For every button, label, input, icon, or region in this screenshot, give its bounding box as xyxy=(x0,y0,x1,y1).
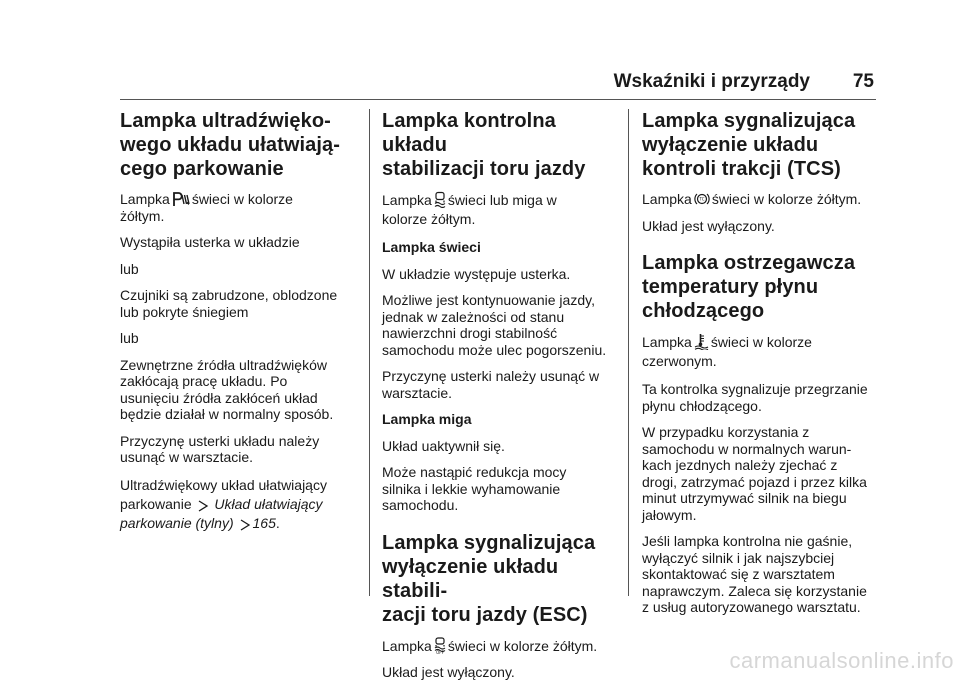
svg-text:TC: TC xyxy=(699,196,705,202)
text: żółtym. xyxy=(120,207,165,224)
subheading: Lampka miga xyxy=(382,411,472,427)
text: lub pokryte śniegiem xyxy=(120,303,249,320)
text: z usług autoryzowanego warsztatu. xyxy=(642,599,861,615)
heading-line: Lampka ultradźwięko- xyxy=(120,110,331,132)
text: silnika i lekkie wyhamowanie xyxy=(382,480,561,497)
heading-line: wyłączenie układu xyxy=(642,134,819,156)
heading-line: temperatury płynu xyxy=(642,276,819,298)
column-3 xyxy=(642,109,874,626)
text: Może nastąpić redukcja mocy xyxy=(382,464,567,480)
paragraph xyxy=(382,368,614,401)
paragraph xyxy=(120,191,352,224)
text: kolorze żółtym. xyxy=(382,211,476,227)
column-1 xyxy=(120,109,352,543)
text: zakłócają pracę układu. Po xyxy=(120,373,288,389)
text: naprawczym. Zaleca się korzystanie xyxy=(642,582,867,599)
text: . xyxy=(275,514,280,531)
paragraph xyxy=(642,533,874,616)
paragraph: Układ jest wyłączony. xyxy=(382,664,515,680)
text: Przyczynę usterki układu należy xyxy=(120,432,320,449)
coolant-temperature-icon xyxy=(694,333,709,350)
text: Lampka xyxy=(642,191,692,207)
text: warsztacie. xyxy=(382,384,453,401)
page-reference-link[interactable]: 165 xyxy=(252,514,276,531)
paragraph xyxy=(120,476,352,533)
text: Lampka xyxy=(382,637,432,654)
text: Zewnętrzne źródła ultradźwięków xyxy=(120,356,327,373)
stability-control-icon xyxy=(434,191,446,208)
heading-line: chłodzącego xyxy=(642,300,765,322)
text: świeci lub miga w xyxy=(447,192,557,208)
text: Możliwe jest kontynuowanie jazdy, xyxy=(382,292,595,308)
text: jałowym. xyxy=(642,506,697,523)
page-number: 75 xyxy=(852,71,874,92)
text: wyłączyć silnik i jak najszybciej xyxy=(642,549,835,566)
paragraph xyxy=(382,191,614,229)
text: nawierzchni drogi stabilność xyxy=(382,325,558,341)
text: czerwonym. xyxy=(642,353,717,369)
text: Czujniki są zabrudzone, oblodzone xyxy=(120,287,338,303)
esc-off-icon xyxy=(434,637,446,654)
tcs-off-icon xyxy=(694,191,710,207)
text: Jeśli lampka kontrolna nie gaśnie, xyxy=(642,533,853,549)
text: minut utrzymywać silnik na biegu xyxy=(642,490,847,506)
heading-line: Lampka sygnalizująca xyxy=(382,531,596,554)
paragraph xyxy=(382,637,614,655)
text: drogi, zatrzymać pojazd i przez kilka xyxy=(642,473,867,490)
heading-line: Lampka ostrzegawcza xyxy=(642,252,856,274)
text: Ta kontrolka sygnalizuje przegrzanie xyxy=(642,381,868,397)
paragraph: Układ uaktywnił się. xyxy=(382,437,505,454)
paragraph: lub xyxy=(120,260,139,277)
paragraph xyxy=(382,464,614,514)
text: świeci w kolorze xyxy=(710,334,812,350)
heading-line: zacji toru jazdy (ESC) xyxy=(382,603,588,626)
text: Lampka xyxy=(120,191,170,207)
text: Lampka xyxy=(642,334,692,350)
reference-arrow-icon xyxy=(198,500,209,512)
paragraph xyxy=(642,191,874,208)
heading-line: Lampka sygnalizująca xyxy=(642,110,856,132)
text: świeci w kolorze xyxy=(191,191,293,207)
column-divider-2 xyxy=(628,109,629,596)
heading-line: kontroli trakcji (TCS) xyxy=(642,158,841,180)
header-title: Wskaźniki i przyrządy xyxy=(613,71,810,92)
paragraph: Układ jest wyłączony. xyxy=(642,217,775,234)
text: płynu chłodzącego. xyxy=(642,397,762,414)
heading-line: stabilizacji toru jazdy xyxy=(382,158,586,180)
cross-reference-link[interactable]: Układ ułatwiający xyxy=(214,495,323,512)
text: parkowanie xyxy=(120,495,192,512)
cross-reference-link[interactable]: parkowanie (tylny) xyxy=(120,514,234,531)
watermark: carmanualsonline.info xyxy=(729,648,954,673)
text: świeci w kolorze żółtym. xyxy=(711,191,862,207)
park-assist-icon xyxy=(172,191,190,207)
text: Przyczynę usterki należy usunąć w xyxy=(382,368,600,384)
paragraph xyxy=(120,357,352,423)
svg-text:OFF: OFF xyxy=(435,649,444,654)
paragraph: Wystąpiła usterka w układzie xyxy=(120,234,300,250)
text: jednak w zależności od stanu xyxy=(382,308,565,325)
column-divider-1 xyxy=(369,109,370,596)
paragraph: lub xyxy=(120,330,139,346)
subheading: Lampka świeci xyxy=(382,239,481,255)
heading-line: Lampka kontrolna układu xyxy=(382,110,556,156)
paragraph xyxy=(120,433,352,466)
reference-arrow-icon xyxy=(240,519,251,531)
section-heading-stability xyxy=(382,109,614,181)
column-2 xyxy=(382,109,614,691)
section-heading-tcs-off xyxy=(642,109,874,181)
text: samochodu. xyxy=(382,497,459,513)
text: świeci w kolorze żółtym. xyxy=(447,637,598,654)
text: samochodu w normalnych warun- xyxy=(642,440,852,457)
text: Ultradźwiękowy układ ułatwiający xyxy=(120,476,327,493)
paragraph xyxy=(642,333,874,371)
text: W przypadku korzystania z xyxy=(642,424,810,440)
text: samochodu może ulec pogorszeniu. xyxy=(382,341,607,358)
section-heading-park-assist xyxy=(120,109,352,181)
heading-line: wyłączenie układu stabili- xyxy=(382,555,559,602)
paragraph xyxy=(382,292,614,358)
text: skontaktować się z warsztatem xyxy=(642,566,835,582)
paragraph xyxy=(642,424,874,523)
text: usunąć w warsztacie. xyxy=(120,449,254,465)
heading-line: wego układu ułatwiają- xyxy=(120,134,341,156)
header-rule xyxy=(120,99,876,100)
paragraph: W układzie występuje usterka. xyxy=(382,265,571,282)
section-heading-coolant xyxy=(642,251,874,323)
text: Lampka xyxy=(382,192,432,208)
paragraph xyxy=(642,381,874,414)
heading-line: cego parkowanie xyxy=(120,158,284,180)
text: kach jezdnych należy zjechać z xyxy=(642,457,838,473)
text: będzie działał w normalny sposób. xyxy=(120,406,334,422)
paragraph xyxy=(120,287,352,320)
text: usunięciu źródła zakłóceń układ xyxy=(120,389,318,406)
section-heading-esc-off xyxy=(382,531,614,627)
